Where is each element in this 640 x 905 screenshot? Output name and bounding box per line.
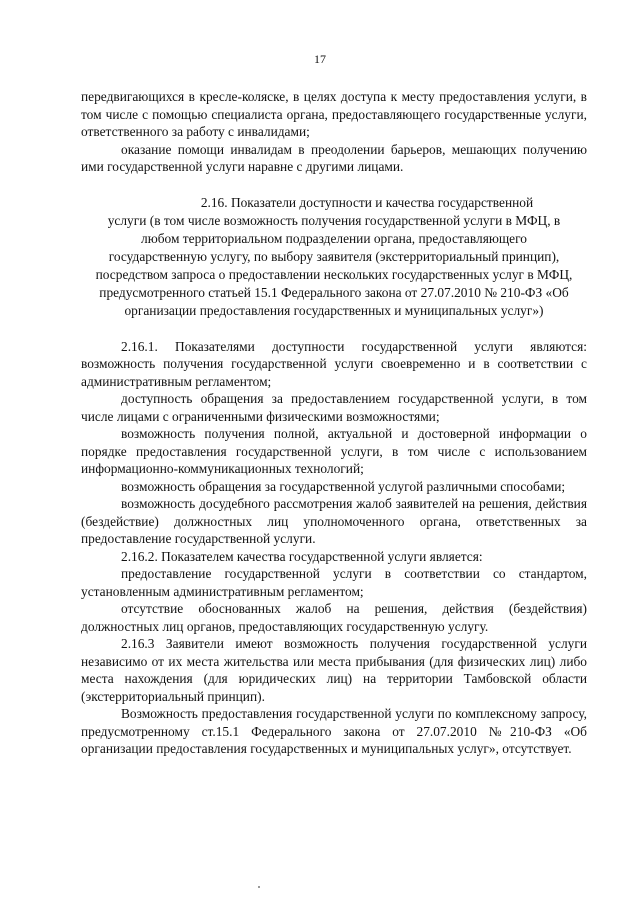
paragraph: возможность досудебного рассмотрения жалоб заявителей на решения, действия (бездействие) должностных лиц уполномоченного органа, ответственных за предоставление государственной услуги. <box>81 496 587 546</box>
paragraph: 2.16.1. Показателями доступности государственной услуги являются: возможность получения государственной услуги своевременно и в соответствии с административным регламентом; <box>81 338 587 389</box>
section-heading-rest: услуги (в том числе возможность получения государственной услуги в МФЦ, в любом территориальном подразделении органа, предоставляющего государственную услугу, по выбору заявителя (экстерриториальный принцип), посредством запроса о предоставлении нескольких государственных услуг в МФЦ, предусмотренного статьей 15.1 Федерального закона от 27.07.2010 № 210-ФЗ «Об организации предоставления государственных и муниципальных услуг») <box>95 212 573 318</box>
paragraph: 2.16.3 Заявители имеют возможность получения государственной услуги независимо от их места жительства или места прибывания (для физических лиц) либо места нахождения (для юридических лиц) на территории Тамбовской области (экстерриториальный принцип). <box>81 636 587 704</box>
scan-speck <box>258 886 260 888</box>
document-body <box>81 88 587 758</box>
paragraph: возможность получения полной, актуальной и достоверной информации о порядке предоставления государственной услуги, в том числе с использованием информационно-коммуникационных технологий; <box>81 426 587 476</box>
paragraph: доступность обращения за предоставлением государственной услуги, в том числе лицами с ограниченными физическими возможностями; <box>81 391 587 424</box>
page-number: 17 <box>314 52 326 66</box>
paragraph: Возможность предоставления государственной услуги по комплексному запросу, предусмотренному ст.15.1 Федерального закона от 27.07.2010 №210-ФЗ «Об организации предоставления государственных и муниципальных услуг», отсутствует. <box>81 706 587 756</box>
paragraph: 2.16.2. Показателем качества государственной услуги является: <box>121 548 483 564</box>
paragraph: оказание помощи инвалидам в преодолении барьеров, мешающих получению ими государственной услуги наравне с другими лицами. <box>81 141 587 174</box>
paragraph: передвигающихся в кресле-коляске, в целях доступа к месту предоставления услуги, в том числе с помощью специалиста органа, предоставляющего государственные услуги, ответственного за работу с инвалидами; <box>81 89 587 139</box>
paragraph: отсутствие обоснованных жалоб на решения, действия (бездействия) должностных лиц органов, предоставляющих государственную услугу. <box>81 601 587 634</box>
paragraph: предоставление государственной услуги в соответствии со стандартом, установленным административным регламентом; <box>81 566 587 599</box>
paragraph: возможность обращения за государственной услугой различными способами; <box>121 478 566 494</box>
section-heading <box>81 194 587 320</box>
section-heading-lead: 2.16. Показатели доступности и качества государственной <box>200 194 534 210</box>
spacer <box>81 176 587 194</box>
spacer <box>81 320 587 338</box>
